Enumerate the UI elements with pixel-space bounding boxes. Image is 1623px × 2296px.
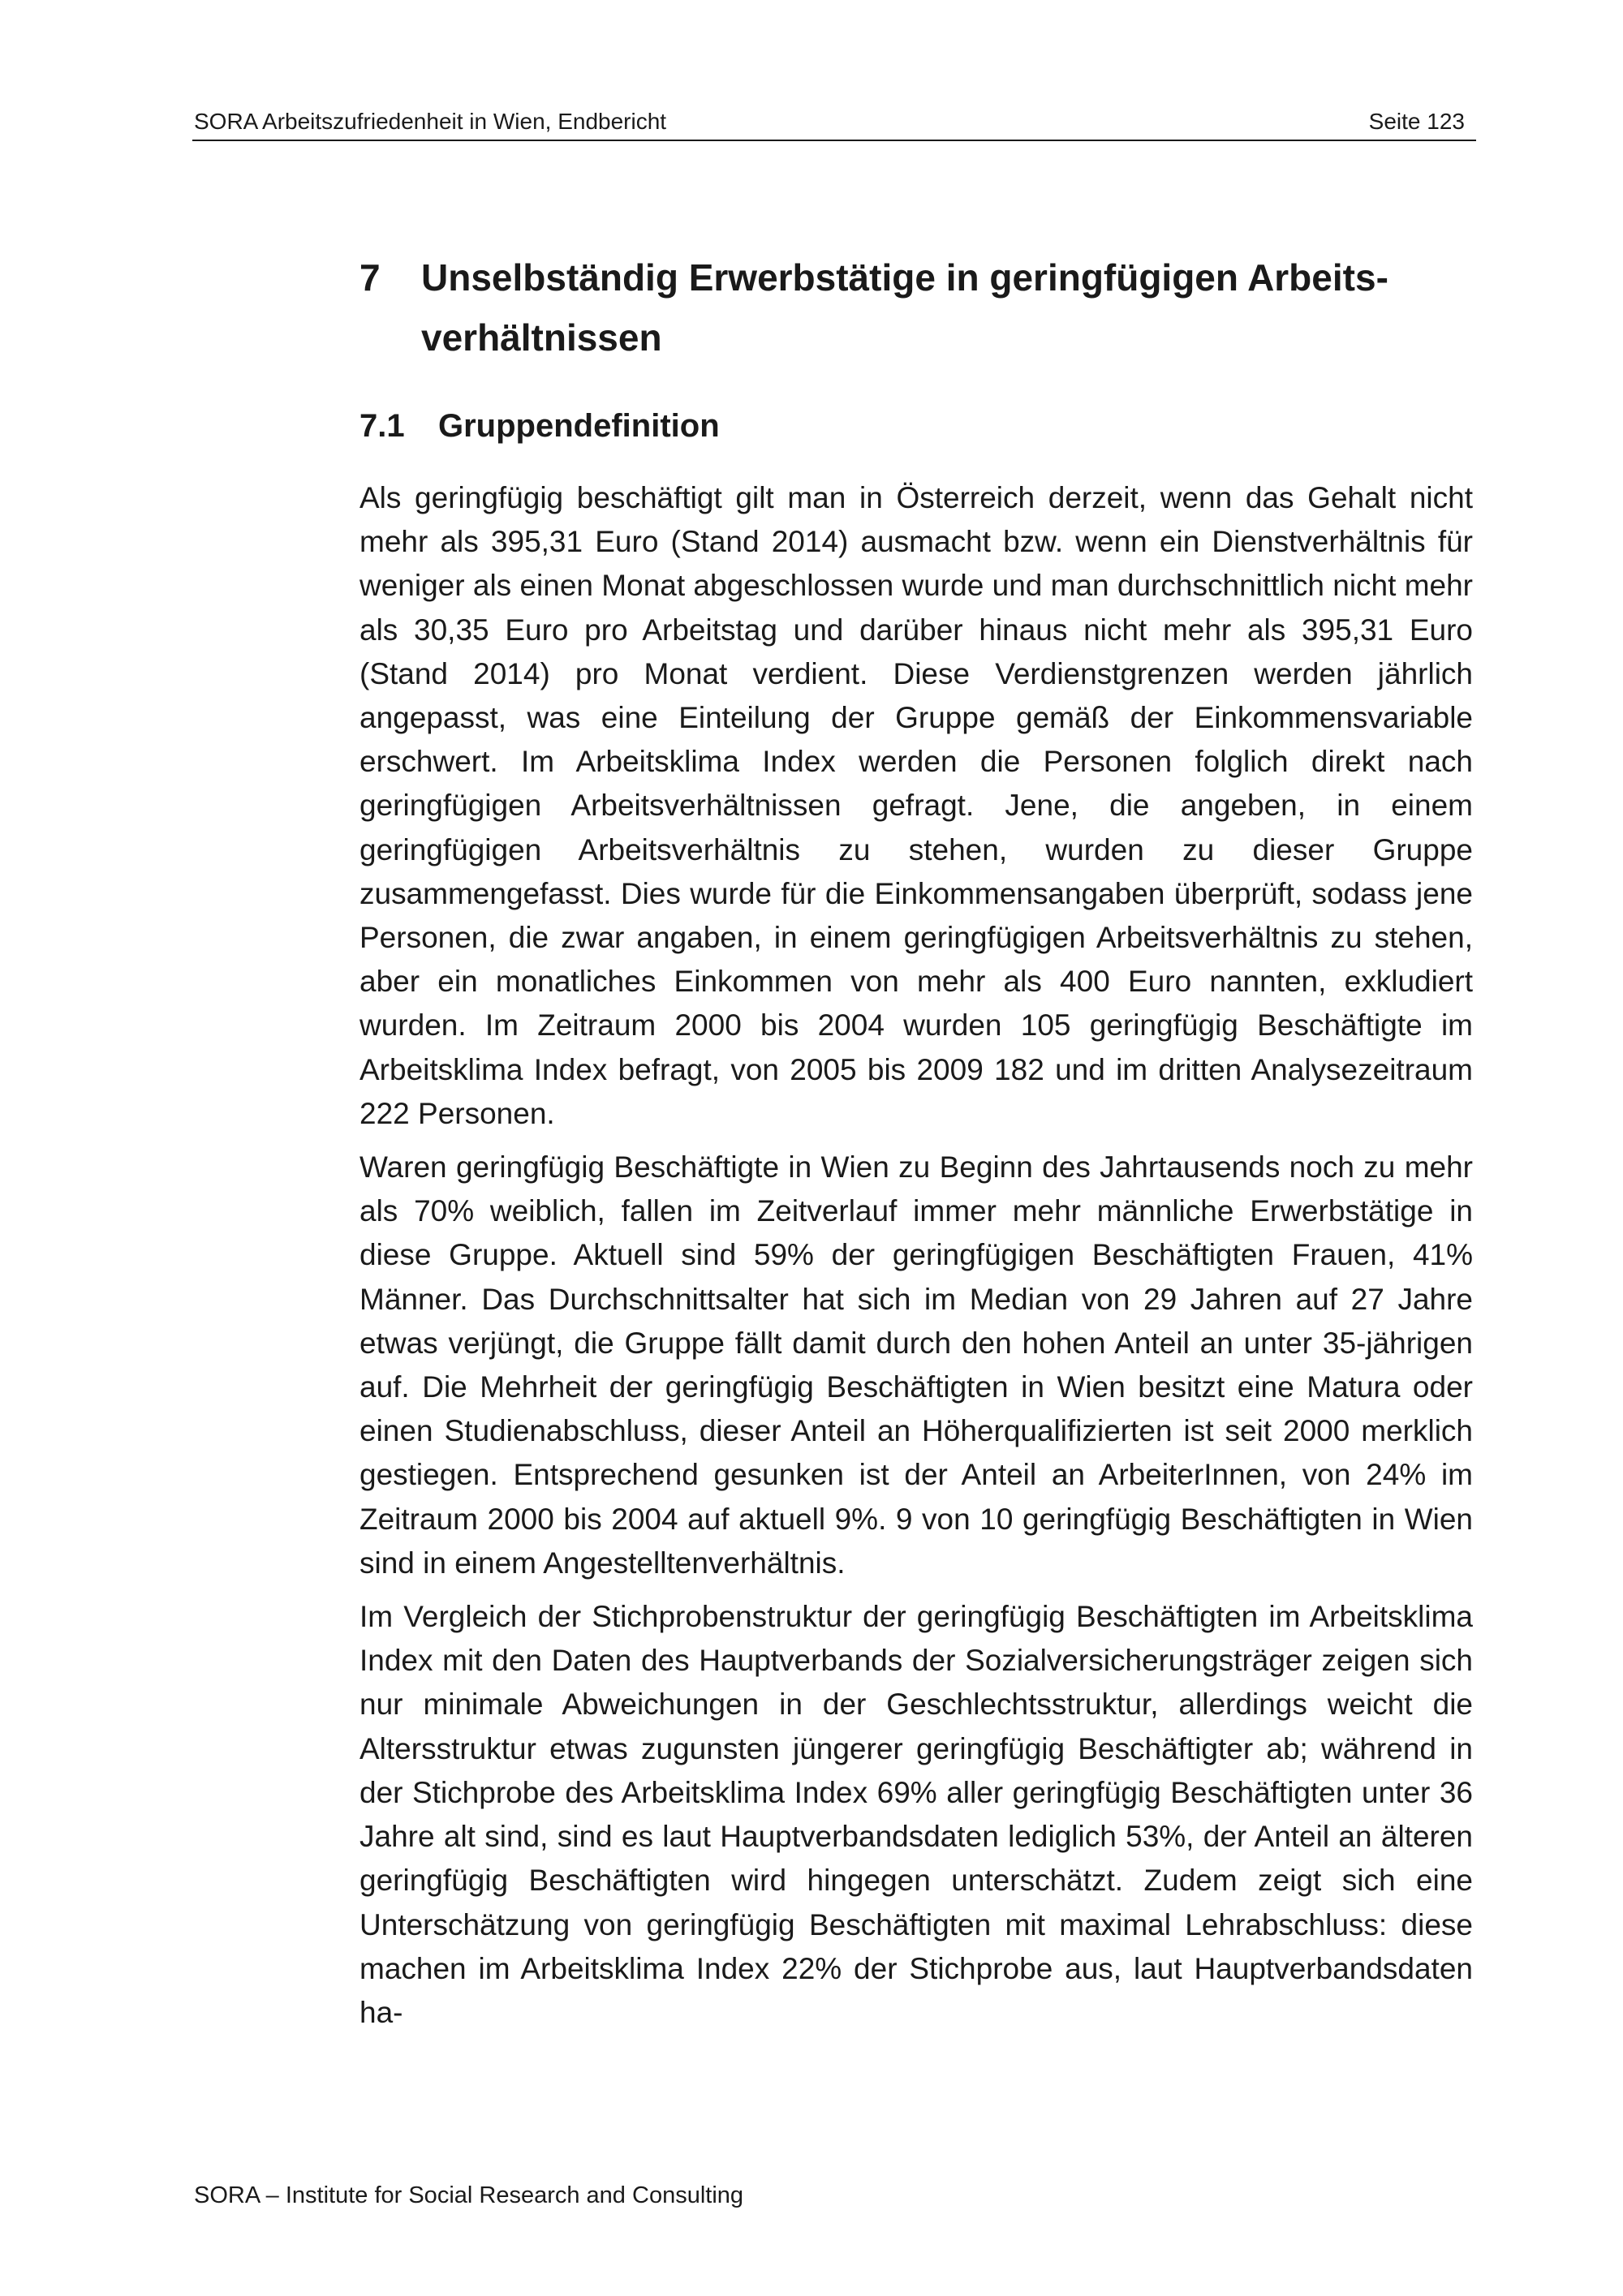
page-header [192,104,1476,141]
chapter-number: 7 [359,256,381,299]
paragraph-demographics: Waren geringfügig Beschäftigte in Wien zu Beginn des Jahrtausends noch zu mehr als 70% weiblich, fallen im Zeitverlauf immer mehr männliche Erwerbstätige in diese Gruppe. Aktuell sind 59% der geringfügigen Beschäftigten Frauen, 41% Männer. Das Durchschnittsalter hat sich im Median von 29 Jahren auf 27 Jahre etwas verjüngt, die Gruppe fällt damit durch den hohen Anteil an unter 35-jährigen auf. Die Mehrheit der geringfügig Beschäftigten in Wien besitzt eine Matura oder einen Studienabschluss, dieser Anteil an Höherqualifizierten ist seit 2000 merklich gestiegen. Entsprechend gesunken ist der Anteil an ArbeiterInnen, von 24% im Zeitraum 2000 bis 2004 auf aktuell 9%. 9 von 10 geringfügig Beschäftigten in Wien sind in einem Angestelltenverhältnis. [359,1150,1473,1580]
chapter-title: Unselbständig Erwerbstätige in geringfügigen Arbeitsverhältnissen [421,256,1388,359]
paragraph-group-definition: Als geringfügig beschäftigt gilt man in Österreich derzeit, wenn das Gehalt nicht mehr als 395,31 Euro (Stand 2014) ausmacht bzw. wenn ein Dienstverhältnis für weniger als einen Monat abgeschlossen wurde und man durchschnittlich nicht mehr als 30,35 Euro pro Arbeitstag und darüber hinaus nicht mehr als 395,31 Euro (Stand 2014) pro Monat verdient. Diese Verdienstgrenzen werden jährlich angepasst, was eine Einteilung der Gruppe gemäß der Einkommensvariable erschwert. Im Arbeitsklima Index werden die Personen folglich direkt nach geringfügigen Arbeitsverhältnissen gefragt. Jene, die angeben, in einem geringfügigen Arbeitsverhältnis zu stehen, wurden zu dieser Gruppe zusammengefasst. Dies wurde für die Einkommensangaben überprüft, sodass jene Personen, die zwar angaben, in einem geringfügigen Arbeitsverhältnis zu stehen, aber ein monatliches Einkommen von mehr als 400 Euro nannten, exkludiert wurden. Im Zeitraum 2000 bis 2004 wurden 105 geringfügig Beschäftigte im Arbeitsklima Index befragt, von 2005 bis 2009 182 und im dritten Analysezeitraum 222 Personen. [359,481,1473,1130]
section-heading [359,402,1473,450]
paragraph-sample-comparison: Im Vergleich der Stichprobenstruktur der geringfügig Beschäftigten im Arbeitsklima Index mit den Daten des Hauptverbands der Sozialversicherungsträger zeigen sich nur minimale Abweichungen in der Geschlechtsstruktur, allerdings weicht die Altersstruktur etwas zugunsten jüngerer geringfügig Beschäftigter ab; während in der Stichprobe des Arbeitsklima Index 69% aller geringfügig Beschäftigten unter 36 Jahre alt sind, sind es laut Hauptverbandsdaten lediglich 53%, der Anteil an älteren geringfügig Beschäftigten wird hingegen unterschätzt. Zudem zeigt sich eine Unterschätzung von geringfügig Beschäftigten mit maximal Lehrabschluss: diese machen im Arbeitsklima Index 22% der Stichprobe aus, laut Hauptverbandsdaten ha- [359,1600,1473,2029]
chapter-heading [359,247,1473,368]
page-content [359,247,1473,2044]
header-report-title: SORA Arbeitszufriedenheit in Wien, Endbericht [194,109,667,134]
section-number: 7.1 [359,408,405,444]
page-footer: SORA – Institute for Social Research and Consulting [194,2182,744,2208]
section-title: Gruppendefinition [438,408,720,444]
page-number: Seite 123 [1368,109,1465,134]
